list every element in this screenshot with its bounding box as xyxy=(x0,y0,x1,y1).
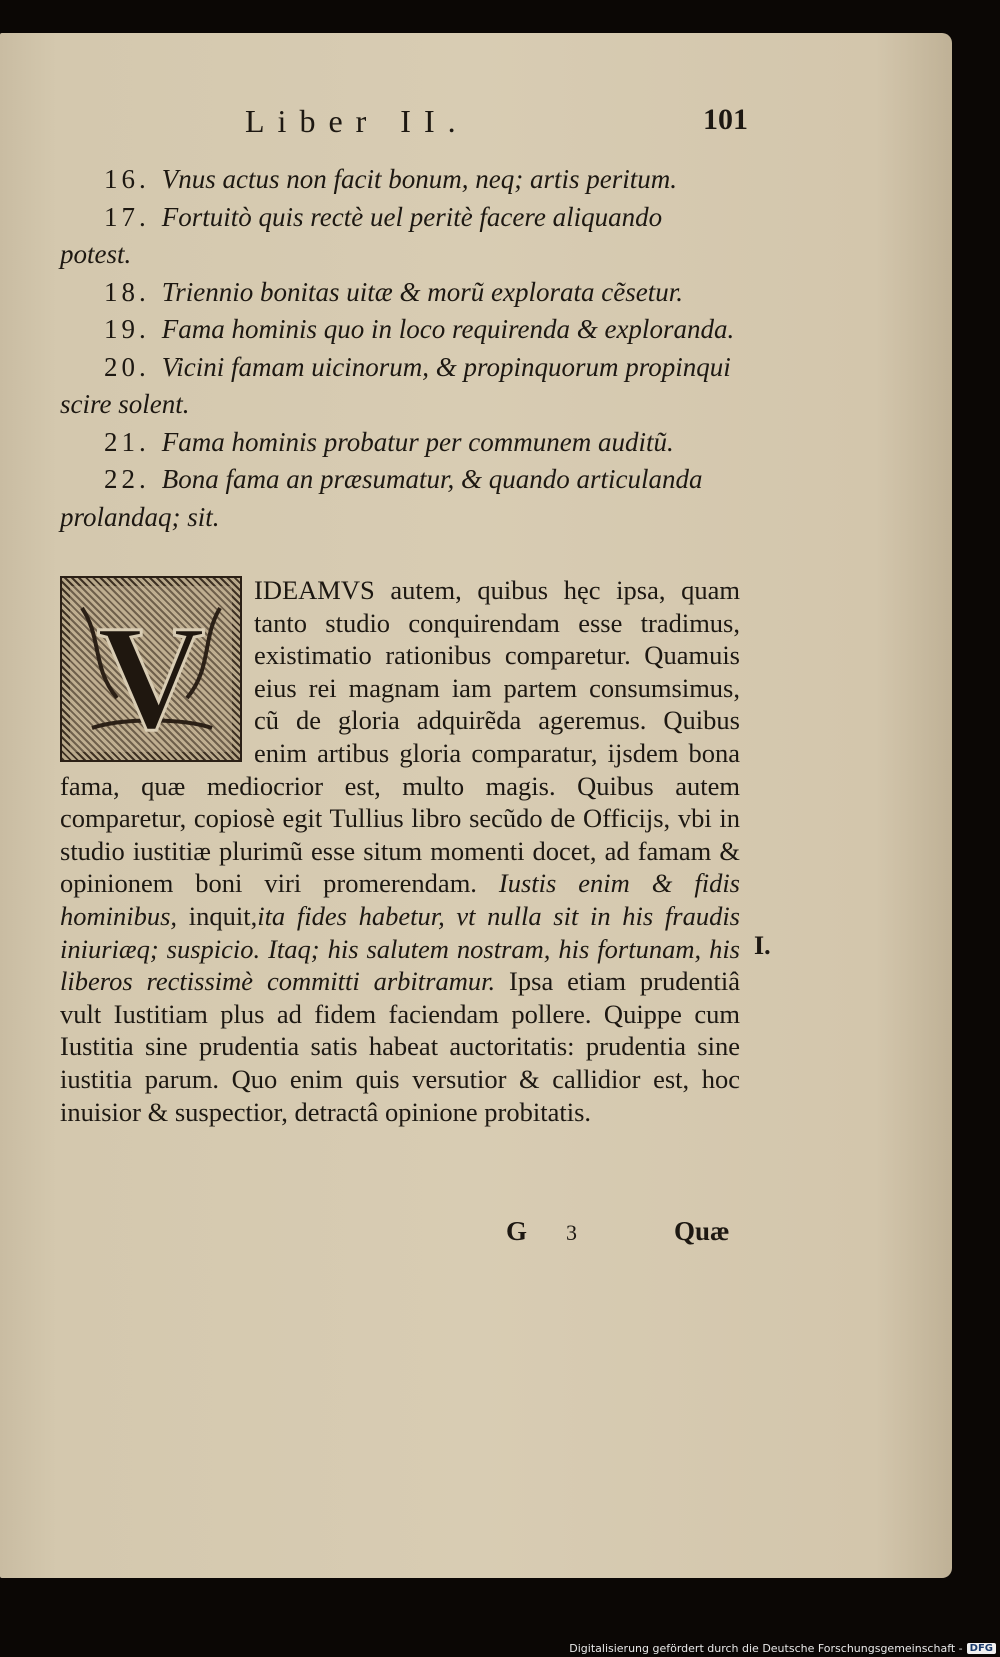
summary-item xyxy=(60,199,740,274)
page-number: 101 xyxy=(703,103,748,136)
body-text-part2: Ipsa etiam prudentiâ vult Iustitiam plus ad fidem faciendam pollere. Quippe cum Iustitia sine prudentia satis habeat auctoritatis: prudentia sine iustitia parum. Quo enim quis versutior & callidior est, hoc inuisior & suspectior, detractâ opinione probitatis. xyxy=(60,966,740,1127)
dfg-logo-icon: DFG xyxy=(967,1643,996,1654)
credit-text: Digitalisierung gefördert durch die Deutsche Forschungsgemeinschaft - xyxy=(569,1642,963,1655)
summary-text: Vicini famam uicinorum, & propinquorum propinqui scire solent. xyxy=(60,351,731,419)
summary-item xyxy=(60,424,740,462)
summary-text: Fama hominis probatur per communem auditũ. xyxy=(161,426,674,457)
book-page xyxy=(0,33,952,1578)
cicero-quote: ita fides habetur, vt nulla sit in his fraudis iniuriæq; suspicio. Itaq; his salutem nostram, his fortunam, his liberos rectissimè committi arbitramur. xyxy=(60,900,740,997)
summary-item xyxy=(60,461,740,536)
summary-item xyxy=(60,274,740,312)
signature-mark: G xyxy=(506,1216,528,1246)
summary-text: Triennio bonitas uitæ & morũ explorata cẽsetur. xyxy=(161,276,684,307)
summary-number: 20. xyxy=(104,351,150,382)
body-text-part1: IDEAMVS autem, quibus hęc ipsa, quam tanto studio conquirendam esse tradimus, existimatio rationibus comparetur. Quamuis eius rei magnam iam partem consumsimus, cũ de gloria adquirẽda ageremus. Quibus enim artibus gloria comparatur, ijsdem bona fama, quæ mediocrior est, multo magis. Quibus autem comparetur, copiosè egit Tullius libro secũdo de Officijs, vbi in studio iustitiæ plurimũ esse situm momenti docet, ad famam & opinionem boni viri promerendam. xyxy=(60,575,740,899)
summary-item xyxy=(60,161,740,199)
summary-text: Fama hominis quo in loco requirenda & exploranda. xyxy=(161,314,735,344)
initial-letter: V xyxy=(96,595,206,760)
summary-text: Fortuitò quis rectè uel peritè facere aliquando potest. xyxy=(60,201,663,269)
quote-intro: Iustis enim & fidis hominibus, xyxy=(60,868,740,931)
summary-text: Vnus actus non facit bonum, neq; artis peritum. xyxy=(161,164,677,194)
chapter-summary xyxy=(60,161,740,536)
digitization-credit xyxy=(569,1642,996,1655)
summary-number: 18. xyxy=(104,276,150,307)
summary-number: 17. xyxy=(104,201,150,232)
summary-number: 21. xyxy=(104,426,150,457)
running-head-title: Liber II. xyxy=(245,103,469,139)
body-paragraph xyxy=(60,574,740,1128)
decorated-initial-v xyxy=(60,576,242,762)
catchword: Quæ xyxy=(674,1216,730,1246)
summary-item xyxy=(60,349,740,424)
signature-number: 3 xyxy=(566,1220,577,1245)
page-text-block xyxy=(60,103,748,1128)
woodcut-initial-icon xyxy=(62,578,240,760)
summary-number: 22. xyxy=(104,464,150,494)
inquit: inquit, xyxy=(177,900,258,931)
summary-text: Bona fama an præsumatur, & quando articulanda prolandaq; sit. xyxy=(60,464,703,532)
summary-item xyxy=(60,311,740,349)
marginal-note: I. xyxy=(754,931,771,960)
page-footer xyxy=(60,1216,750,1256)
summary-number: 19. xyxy=(104,314,150,344)
summary-number: 16. xyxy=(104,164,150,194)
running-head xyxy=(60,103,748,161)
